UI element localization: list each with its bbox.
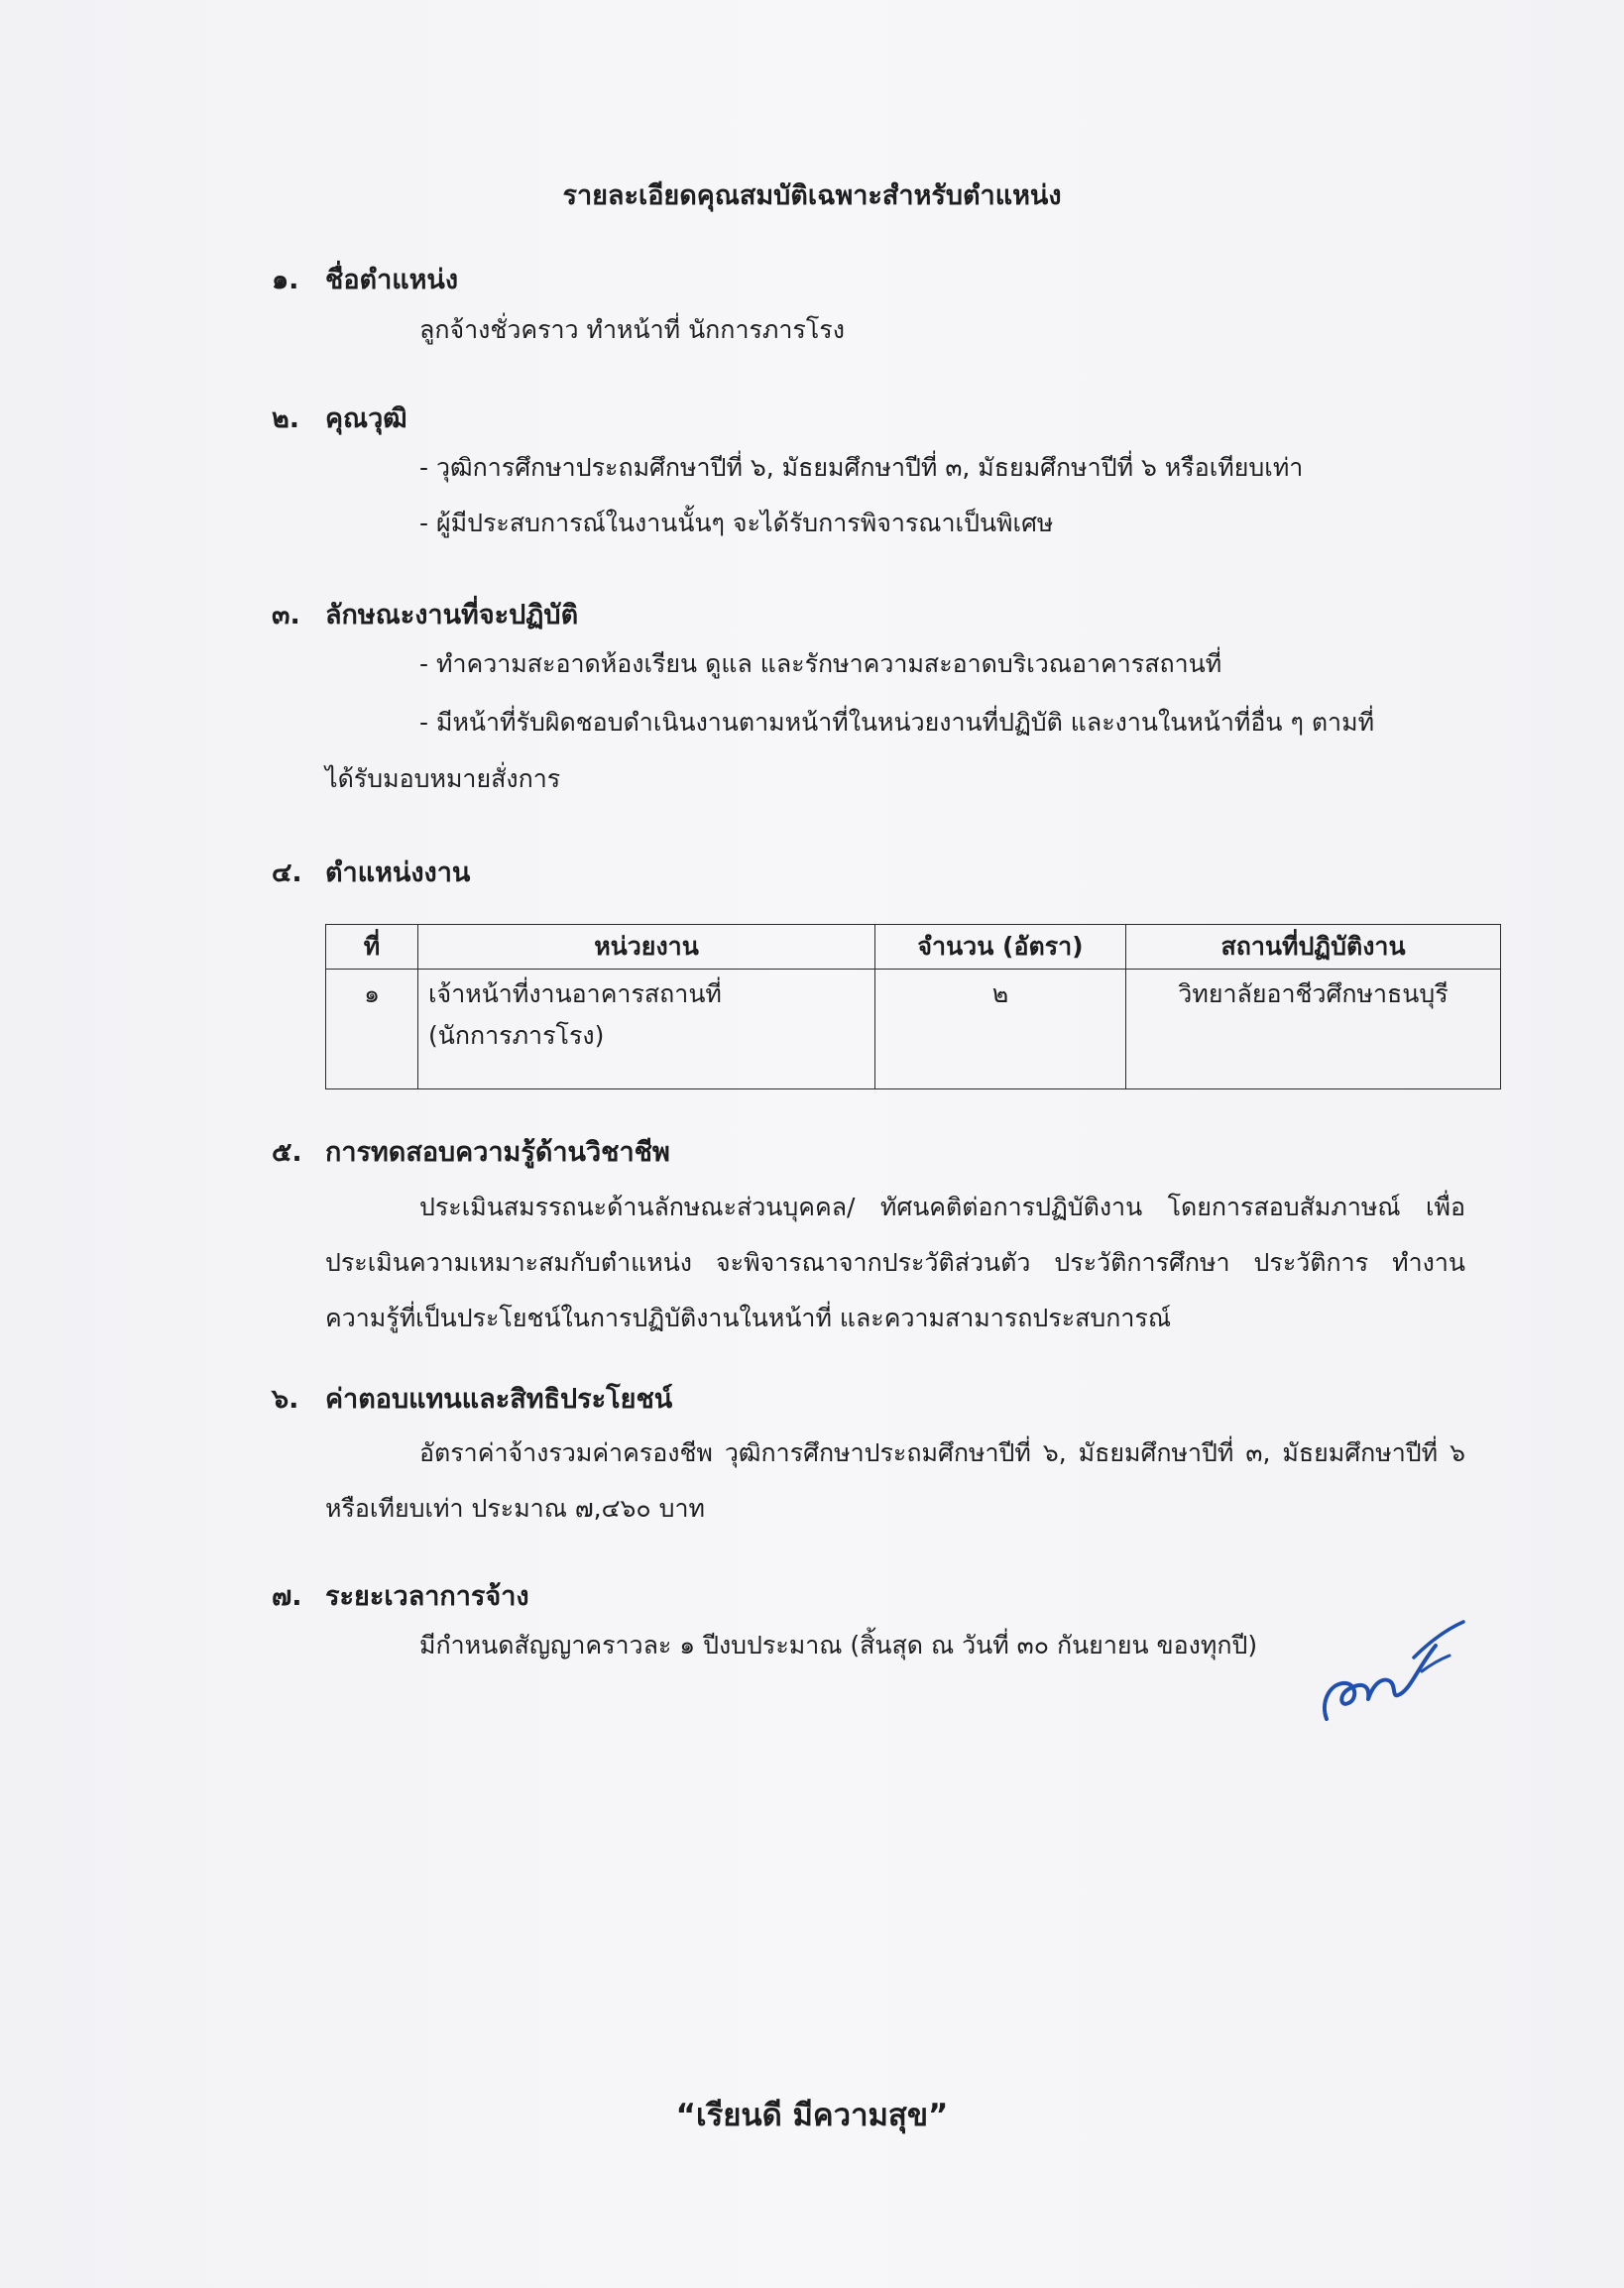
section-1-heading bbox=[272, 261, 458, 300]
signature-mark bbox=[1319, 1608, 1467, 1727]
section-4-heading bbox=[272, 854, 470, 893]
compensation-paragraph: อัตราค่าจ้างรวมค่าครองชีพ วุฒิการศึกษาประถมศึกษาปีที่ ๖, มัธยมศึกษาปีที่ ๓, มัธยมศึกษาปีที่ ๖ หรือเทียบเท่า ประมาณ ๗,๔๖๐ บาท bbox=[325, 1438, 1465, 1523]
motto: “เรียนดี มีความสุข” bbox=[675, 2098, 949, 2133]
section-2-title: คุณวุฒิ bbox=[325, 403, 407, 434]
cell-workplace: วิทยาลัยอาชีวศึกษาธนบุรี bbox=[1126, 970, 1501, 1089]
position-name: ลูกจ้างชั่วคราว ทำหน้าที่ นักการภารโรง bbox=[419, 315, 845, 344]
qualification-item: - ผู้มีประสบการณ์ในงานนั้นๆ จะได้รับการพิจารณาเป็นพิเศษ bbox=[419, 509, 1054, 537]
section-3-number: ๓. bbox=[272, 600, 300, 630]
employment-period: มีกำหนดสัญญาคราวละ ๑ ปีงบประมาณ (สิ้นสุด ณ วันที่ ๓๐ กันยายน ของทุกปี) bbox=[419, 1631, 1258, 1659]
cell-unit-line: เจ้าหน้าที่งานอาคารสถานที่ bbox=[428, 979, 722, 1008]
section-2-number: ๒. bbox=[272, 403, 300, 434]
section-6-heading bbox=[272, 1380, 672, 1420]
column-header-quantity: จำนวน (อัตรา) bbox=[875, 925, 1126, 970]
cell-unit-line: (นักการภารโรง) bbox=[428, 1021, 605, 1050]
assessment-paragraph: ประเมินสมรรถนะด้านลักษณะส่วนบุคคล/ ทัศนคติต่อการปฏิบัติงาน โดยการสอบสัมภาษณ์ เพื่อประเมินความเหมาะสมกับตำแหน่ง จะพิจารณาจากประวัติส่วนตัว ประวัติการศึกษา ประวัติการ ทำงาน ความรู้ที่เป็นประโยชน์ในการปฏิบัติงานในหน้าที่ และความสามารถประสบการณ์ bbox=[325, 1193, 1465, 1332]
section-5-number: ๕. bbox=[272, 1137, 302, 1168]
section-3-title: ลักษณะงานที่จะปฏิบัติ bbox=[325, 600, 579, 630]
duty-item: - ทำความสะอาดห้องเรียน ดูแล และรักษาความสะอาดบริเวณอาคารสถานที่ bbox=[419, 649, 1222, 678]
column-header-unit: หน่วยงาน bbox=[418, 925, 875, 970]
column-header-workplace: สถานที่ปฏิบัติงาน bbox=[1126, 925, 1501, 970]
section-5-heading bbox=[272, 1133, 670, 1173]
cell-quantity: ๒ bbox=[875, 970, 1126, 1089]
section-1-number: ๑. bbox=[272, 265, 299, 295]
cell-no: ๑ bbox=[326, 970, 418, 1089]
table-row bbox=[326, 970, 1501, 1089]
section-6-title: ค่าตอบแทนและสิทธิประโยชน์ bbox=[325, 1384, 673, 1415]
section-4-title: ตำแหน่งงาน bbox=[325, 858, 471, 888]
document-title: รายละเอียดคุณสมบัติเฉพาะสำหรับตำแหน่ง bbox=[562, 180, 1062, 211]
table-header-row bbox=[326, 925, 1501, 970]
section-3-heading bbox=[272, 596, 578, 635]
section-6-number: ๖. bbox=[272, 1384, 299, 1415]
duty-item-continuation: ได้รับมอบหมายสั่งการ bbox=[325, 764, 561, 793]
column-header-no: ที่ bbox=[326, 925, 418, 970]
section-7-title: ระยะเวลาการจ้าง bbox=[325, 1581, 529, 1612]
section-2-heading bbox=[272, 400, 407, 439]
section-7-heading bbox=[272, 1577, 529, 1617]
section-1-title: ชื่อตำแหน่ง bbox=[325, 265, 459, 295]
section-5-title: การทดสอบความรู้ด้านวิชาชีพ bbox=[325, 1137, 670, 1168]
section-4-number: ๔. bbox=[272, 858, 302, 888]
cell-unit bbox=[418, 970, 875, 1089]
qualification-item: - วุฒิการศึกษาประถมศึกษาปีที่ ๖, มัธยมศึกษาปีที่ ๓, มัธยมศึกษาปีที่ ๖ หรือเทียบเท่า bbox=[419, 453, 1304, 482]
positions-table bbox=[325, 924, 1501, 1089]
section-7-number: ๗. bbox=[272, 1581, 302, 1612]
duty-item: - มีหน้าที่รับผิดชอบดำเนินงานตามหน้าที่ในหน่วยงานที่ปฏิบัติ และงานในหน้าที่อื่น ๆ ตามที่ bbox=[419, 708, 1375, 737]
